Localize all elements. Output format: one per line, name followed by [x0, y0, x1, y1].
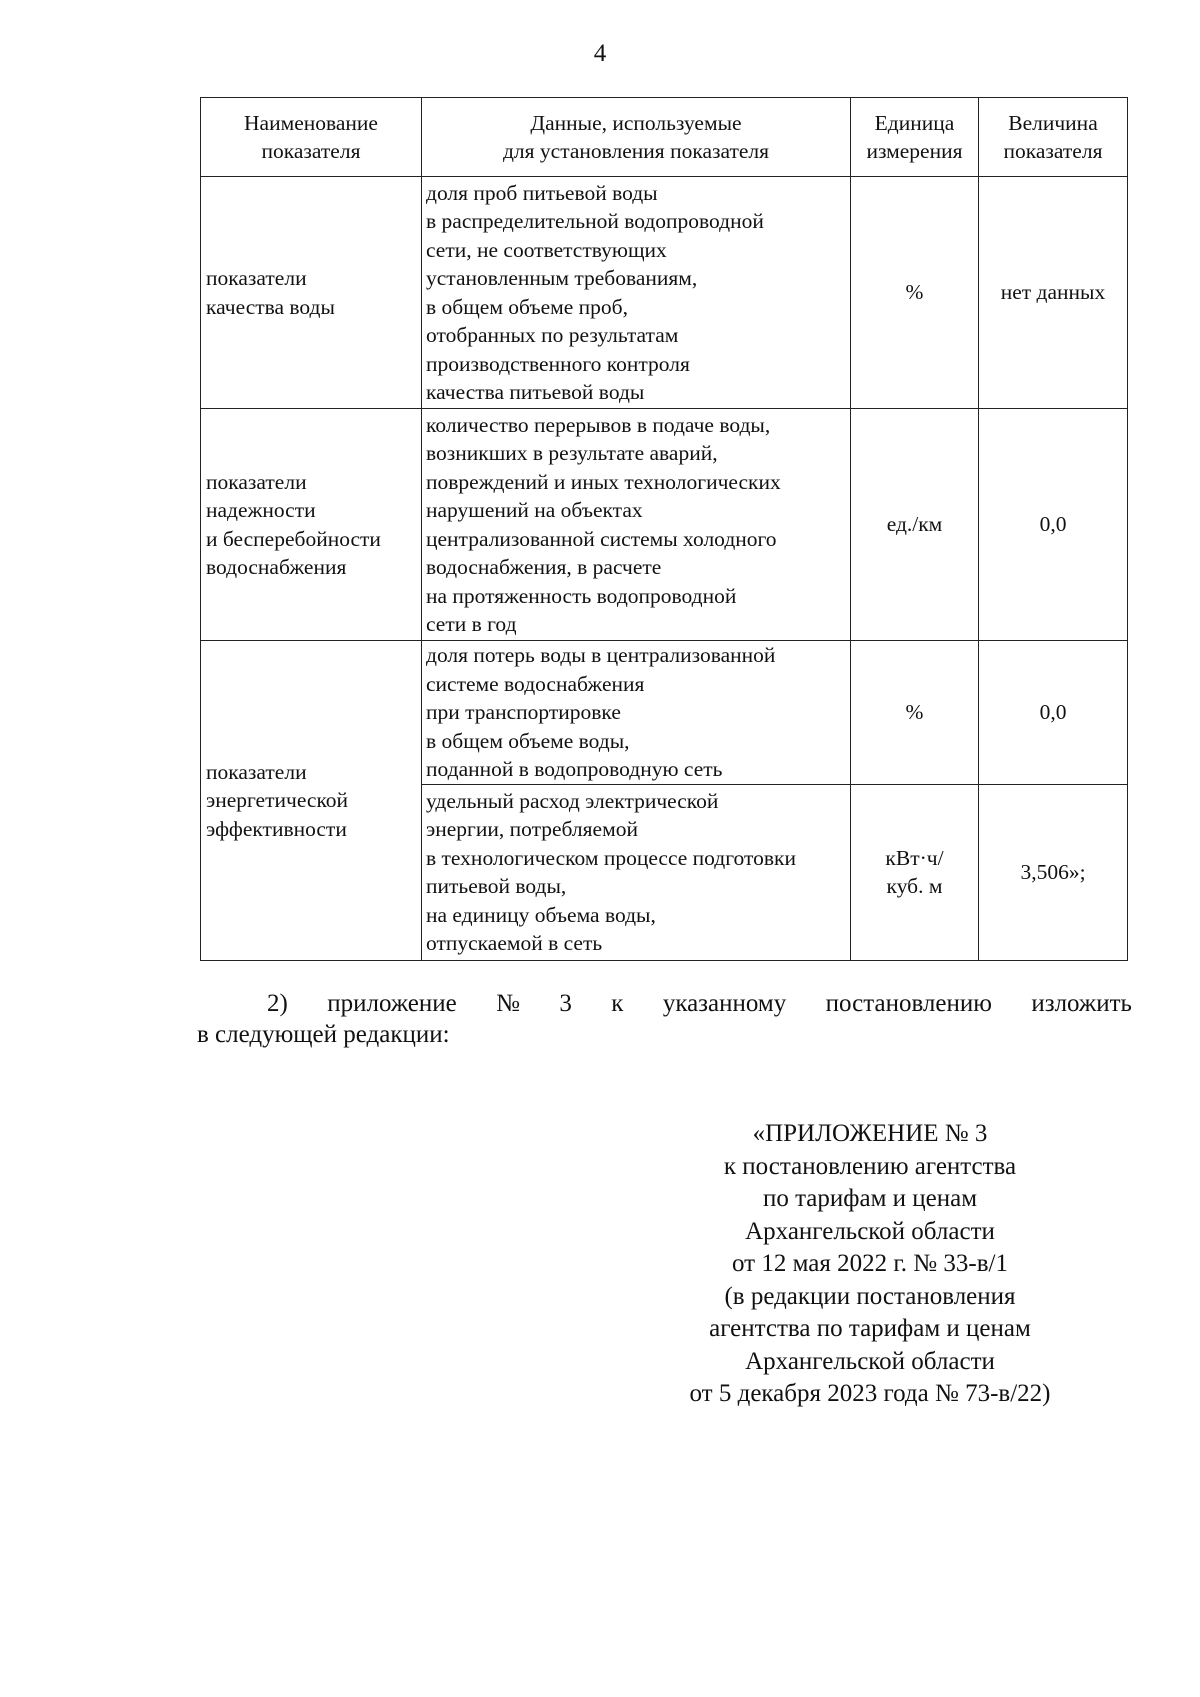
- indicator-value: 0,0: [979, 641, 1128, 785]
- header-value: Величина показателя: [979, 98, 1128, 177]
- paragraph-word: приложение: [327, 990, 457, 1017]
- appendix-line: к постановлению агентства: [723, 1152, 1017, 1180]
- indicator-data: количество перерывов в подаче воды, возникших в результате аварий, повреждений и иных технологических нарушений на объектах централизованной системы холодного водоснабжения, в расчете на протяженность водопроводной сети в год: [422, 409, 851, 641]
- indicator-data: удельный расход электрической энергии, потребляемой в технологическом процессе подготовки питьевой воды, на единицу объема воды, отпускаемой в сеть: [422, 784, 851, 960]
- header-indicator-name: Наименование показателя: [201, 98, 422, 177]
- paragraph-line-2: в следующей редакции:: [197, 1021, 450, 1048]
- indicator-data: доля потерь воды в централизованной системе водоснабжения при транспортировке в общем объеме воды, поданной в водопроводную сеть: [422, 641, 851, 785]
- table-row: [201, 409, 1128, 641]
- indicator-name: показатели надежности и бесперебойности водоснабжения: [201, 409, 422, 641]
- indicator-name: показатели энергетической эффективности: [201, 641, 422, 961]
- paragraph-word: изложить: [1031, 990, 1132, 1017]
- appendix-line: агентства по тарифам и ценам: [709, 1315, 1031, 1342]
- paragraph-word: постановлению: [825, 990, 992, 1017]
- table-row: [201, 177, 1128, 409]
- appendix-line: от 5 декабря 2023 года № 73-в/22): [689, 1380, 1051, 1407]
- indicator-unit: кВт·ч/ куб. м: [851, 784, 979, 960]
- paragraph-word: 3: [559, 990, 572, 1017]
- page-number: 4: [593, 40, 607, 67]
- indicators-table: [200, 97, 1128, 961]
- indicator-value: 0,0: [979, 409, 1128, 641]
- header-unit: Единица измерения: [851, 98, 979, 177]
- appendix-line: по тарифам и ценам: [762, 1185, 978, 1212]
- indicator-value: 3,506»;: [979, 784, 1128, 960]
- paragraph-line-1: [197, 988, 1132, 1019]
- paragraph-word: к: [611, 990, 624, 1017]
- amendment-paragraph: [197, 988, 1132, 1050]
- appendix-heading: [640, 1118, 1100, 1411]
- appendix-line: (в редакции постановления: [724, 1282, 1016, 1310]
- indicator-unit: %: [851, 177, 979, 409]
- appendix-line: Архангельской области: [745, 1347, 995, 1375]
- table-header-row: [201, 98, 1128, 177]
- appendix-line: Архангельской области: [745, 1217, 995, 1245]
- paragraph-word: 2): [267, 990, 288, 1017]
- appendix-line: от 12 мая 2022 г. № 33-в/1: [732, 1250, 1008, 1277]
- appendix-line: «ПРИЛОЖЕНИЕ № 3: [752, 1120, 988, 1147]
- paragraph-word: указанному: [662, 990, 787, 1017]
- paragraph-word: №: [496, 990, 520, 1017]
- indicator-name: показатели качества воды: [201, 177, 422, 409]
- indicator-unit: ед./км: [851, 409, 979, 641]
- table-row: [201, 641, 1128, 785]
- indicator-value: нет данных: [979, 177, 1128, 409]
- indicator-data: доля проб питьевой воды в распределительной водопроводной сети, не соответствующих установленным требованиям, в общем объеме проб, отобранных по результатам производственного контроля качества питьевой воды: [422, 177, 851, 409]
- indicator-unit: %: [851, 641, 979, 785]
- header-source-data: Данные, используемые для установления показателя: [422, 98, 851, 177]
